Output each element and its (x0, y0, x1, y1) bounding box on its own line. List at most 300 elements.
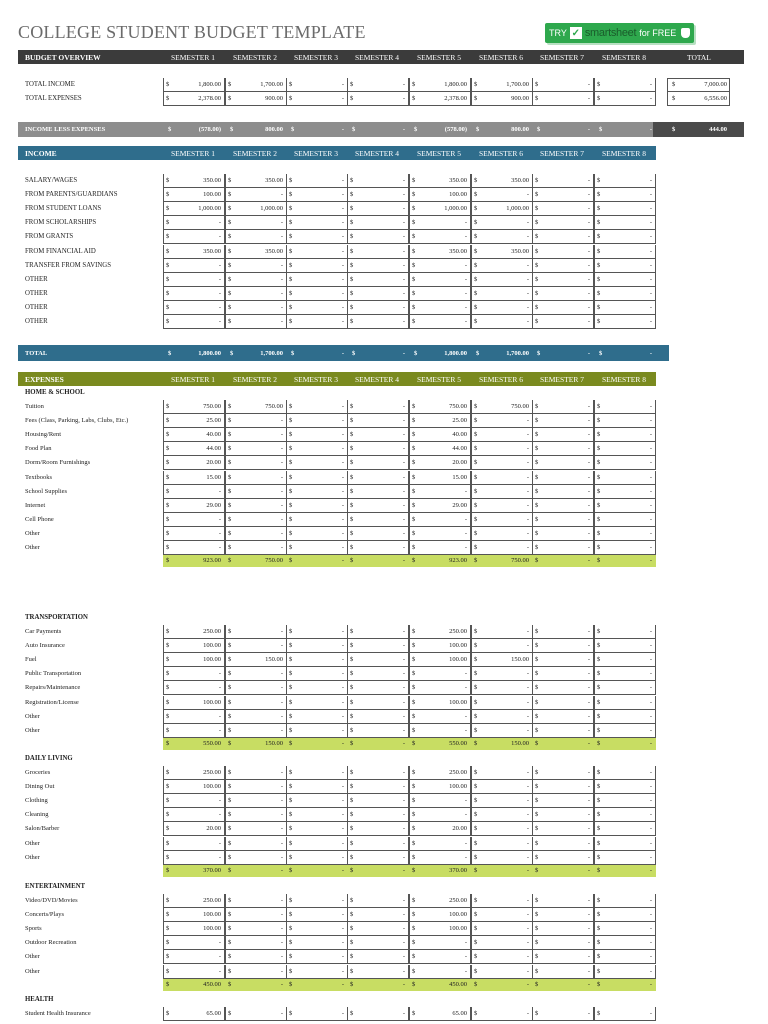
cell-value[interactable]: - (341, 261, 344, 269)
cell-value[interactable]: - (587, 726, 590, 734)
cell-value[interactable]: - (280, 783, 283, 791)
cell-value[interactable]: - (280, 628, 283, 635)
cell-value[interactable]: - (526, 684, 529, 692)
cell-value[interactable]: 750.00 (265, 403, 283, 410)
cell-value[interactable]: - (402, 261, 405, 269)
cell-value[interactable]: 15.00 (452, 473, 467, 481)
cell-value[interactable]: - (402, 925, 405, 933)
cell-value[interactable]: - (526, 289, 529, 297)
cell-value[interactable]: 250.00 (449, 897, 467, 904)
cell-value[interactable]: - (280, 811, 283, 819)
cell-value[interactable]: - (280, 261, 283, 269)
cell-value[interactable]: 40.00 (206, 431, 221, 439)
cell-value[interactable]: 750.00 (449, 403, 467, 410)
cell-value[interactable]: - (218, 797, 221, 805)
cell-value[interactable]: - (526, 219, 529, 227)
cell-value[interactable]: - (464, 670, 467, 678)
cell-value[interactable]: - (526, 825, 529, 833)
cell-value[interactable]: - (464, 853, 467, 861)
cell-value[interactable]: - (649, 515, 652, 523)
cell-value[interactable]: - (649, 1010, 652, 1017)
cell-value[interactable]: - (526, 261, 529, 269)
cell-value[interactable]: - (280, 487, 283, 495)
cell-value[interactable]: - (464, 939, 467, 947)
cell-value[interactable]: - (464, 515, 467, 523)
cell-value[interactable]: - (341, 459, 344, 467)
cell-value[interactable]: 100.00 (203, 925, 221, 933)
cell-value[interactable]: - (341, 698, 344, 706)
cell-value[interactable]: 100.00 (449, 911, 467, 919)
cell-value[interactable]: - (587, 403, 590, 410)
cell-value[interactable]: - (341, 769, 344, 776)
cell-value[interactable]: - (280, 529, 283, 537)
cell-value[interactable]: - (649, 839, 652, 847)
cell-value[interactable]: - (649, 445, 652, 453)
cell-value[interactable]: - (341, 825, 344, 833)
cell-value[interactable]: - (341, 797, 344, 805)
cell-value[interactable]: - (218, 670, 221, 678)
cell-value[interactable]: - (402, 939, 405, 947)
cell-value[interactable]: - (587, 769, 590, 776)
cell-value[interactable]: - (402, 445, 405, 453)
cell-value[interactable]: - (341, 544, 344, 551)
cell-value[interactable]: - (402, 811, 405, 819)
cell-value[interactable]: - (649, 712, 652, 720)
cell-value[interactable]: - (402, 712, 405, 720)
cell-value[interactable]: - (218, 712, 221, 720)
cell-value[interactable]: - (218, 544, 221, 551)
cell-value[interactable]: - (464, 303, 467, 311)
cell-value[interactable]: - (341, 726, 344, 734)
cell-value[interactable]: 29.00 (452, 501, 467, 509)
cell-value[interactable]: - (402, 459, 405, 467)
cell-value[interactable]: - (402, 247, 405, 255)
cell-value[interactable]: - (402, 642, 405, 650)
cell-value[interactable]: - (341, 219, 344, 227)
cell-value[interactable]: - (280, 459, 283, 467)
cell-value[interactable]: 100.00 (203, 783, 221, 791)
cell-value[interactable]: - (649, 670, 652, 678)
cell-value[interactable]: 250.00 (203, 769, 221, 776)
cell-value[interactable]: - (464, 811, 467, 819)
cell-value[interactable]: - (341, 953, 344, 961)
cell-value[interactable]: - (402, 515, 405, 523)
cell-value[interactable]: - (280, 684, 283, 692)
cell-value[interactable]: 100.00 (449, 783, 467, 791)
cell-value[interactable]: - (402, 967, 405, 975)
cell-value[interactable]: - (280, 825, 283, 833)
cell-value[interactable]: - (280, 670, 283, 678)
cell-value[interactable]: - (526, 726, 529, 734)
cell-value[interactable]: 1,700.00 (260, 81, 283, 88)
cell-value[interactable]: - (218, 529, 221, 537)
cell-value[interactable]: - (341, 501, 344, 509)
cell-value[interactable]: - (649, 726, 652, 734)
try-smartsheet-button[interactable] (545, 23, 694, 43)
cell-value[interactable]: 20.00 (452, 825, 467, 833)
cell-value[interactable]: 1,000.00 (260, 205, 283, 213)
cell-value[interactable]: - (402, 953, 405, 961)
cell-value[interactable]: - (402, 911, 405, 919)
cell-value[interactable]: 350.00 (449, 247, 467, 255)
cell-value[interactable]: - (218, 967, 221, 975)
cell-value[interactable]: - (402, 769, 405, 776)
cell-value[interactable]: - (341, 318, 344, 325)
cell-value[interactable]: - (402, 670, 405, 678)
cell-value[interactable]: - (341, 445, 344, 453)
cell-value[interactable]: 1,800.00 (444, 81, 467, 88)
cell-value[interactable]: - (402, 487, 405, 495)
cell-value[interactable]: - (341, 205, 344, 213)
cell-value[interactable]: - (587, 939, 590, 947)
cell-value[interactable]: - (402, 656, 405, 664)
cell-value[interactable]: - (649, 459, 652, 467)
cell-value[interactable]: - (649, 275, 652, 283)
cell-value[interactable]: 100.00 (203, 698, 221, 706)
cell-value[interactable]: - (280, 191, 283, 199)
cell-value[interactable]: - (341, 247, 344, 255)
cell-value[interactable]: - (587, 1010, 590, 1017)
cell-value[interactable]: - (587, 177, 590, 184)
cell-value[interactable]: 65.00 (452, 1010, 467, 1017)
cell-value[interactable]: - (649, 247, 652, 255)
cell-value[interactable]: - (402, 1010, 405, 1017)
cell-value[interactable]: - (649, 403, 652, 410)
cell-value[interactable]: 350.00 (265, 177, 283, 184)
cell-value[interactable]: 900.00 (265, 95, 283, 103)
cell-value[interactable]: - (280, 853, 283, 861)
cell-value[interactable]: - (587, 797, 590, 805)
cell-value[interactable]: - (526, 911, 529, 919)
cell-value[interactable]: - (341, 967, 344, 975)
cell-value[interactable]: - (402, 289, 405, 297)
cell-value[interactable]: - (341, 925, 344, 933)
cell-value[interactable]: - (587, 191, 590, 199)
cell-value[interactable]: - (649, 911, 652, 919)
cell-value[interactable]: - (341, 939, 344, 947)
cell-value[interactable]: 40.00 (452, 431, 467, 439)
cell-value[interactable]: - (218, 839, 221, 847)
cell-value[interactable]: - (649, 177, 652, 184)
cell-value[interactable]: - (649, 417, 652, 425)
cell-value[interactable]: - (402, 897, 405, 904)
cell-value[interactable]: - (464, 289, 467, 297)
cell-value[interactable]: 750.00 (511, 403, 529, 410)
cell-value[interactable]: - (649, 261, 652, 269)
cell-value[interactable]: - (649, 897, 652, 904)
cell-value[interactable]: - (649, 529, 652, 537)
cell-value[interactable]: 20.00 (206, 459, 221, 467)
cell-value[interactable]: - (341, 81, 344, 88)
cell-value[interactable]: - (341, 670, 344, 678)
cell-value[interactable]: - (402, 417, 405, 425)
cell-value[interactable]: - (526, 925, 529, 933)
cell-value[interactable]: - (280, 544, 283, 551)
cell-value[interactable]: 350.00 (203, 247, 221, 255)
cell-value[interactable]: - (341, 191, 344, 199)
cell-value[interactable]: - (341, 473, 344, 481)
cell-value[interactable]: - (341, 642, 344, 650)
cell-value[interactable]: 350.00 (203, 177, 221, 184)
cell-value[interactable]: - (280, 417, 283, 425)
cell-value[interactable]: 25.00 (206, 417, 221, 425)
cell-value[interactable]: - (280, 318, 283, 325)
cell-value[interactable]: - (526, 487, 529, 495)
cell-value[interactable]: - (587, 897, 590, 904)
cell-value[interactable]: - (280, 726, 283, 734)
cell-value[interactable]: - (402, 544, 405, 551)
cell-value[interactable]: - (280, 1010, 283, 1017)
cell-value[interactable]: - (526, 191, 529, 199)
cell-value[interactable]: - (280, 642, 283, 650)
cell-value[interactable]: - (587, 473, 590, 481)
cell-value[interactable]: - (280, 897, 283, 904)
cell-value[interactable]: - (464, 529, 467, 537)
cell-value[interactable]: - (402, 726, 405, 734)
cell-value[interactable]: 100.00 (449, 656, 467, 664)
cell-value[interactable]: - (587, 529, 590, 537)
cell-value[interactable]: - (587, 698, 590, 706)
cell-value[interactable]: - (218, 233, 221, 241)
cell-value[interactable]: - (526, 275, 529, 283)
cell-value[interactable]: - (402, 853, 405, 861)
cell-value[interactable]: - (218, 953, 221, 961)
cell-value[interactable]: - (402, 431, 405, 439)
cell-value[interactable]: - (280, 698, 283, 706)
cell-value[interactable]: - (649, 95, 652, 103)
cell-value[interactable]: - (218, 853, 221, 861)
cell-value[interactable]: - (587, 967, 590, 975)
cell-value[interactable]: - (649, 473, 652, 481)
cell-value[interactable]: - (402, 797, 405, 805)
cell-value[interactable]: - (587, 839, 590, 847)
cell-value[interactable]: - (341, 289, 344, 297)
cell-value[interactable]: - (587, 318, 590, 325)
cell-value[interactable]: - (587, 925, 590, 933)
cell-value[interactable]: - (526, 628, 529, 635)
cell-value[interactable]: 1,000.00 (198, 205, 221, 213)
cell-value[interactable]: 100.00 (203, 191, 221, 199)
cell-value[interactable]: - (402, 501, 405, 509)
cell-value[interactable]: - (649, 81, 652, 88)
cell-value[interactable]: 2,378.00 (198, 95, 221, 103)
cell-value[interactable]: - (402, 275, 405, 283)
cell-value[interactable]: - (587, 303, 590, 311)
cell-value[interactable]: - (587, 953, 590, 961)
cell-value[interactable]: - (402, 473, 405, 481)
cell-value[interactable]: 900.00 (511, 95, 529, 103)
cell-value[interactable]: - (526, 769, 529, 776)
cell-value[interactable]: - (280, 431, 283, 439)
cell-value[interactable]: - (587, 656, 590, 664)
cell-value[interactable]: 350.00 (511, 247, 529, 255)
cell-value[interactable]: - (464, 261, 467, 269)
cell-value[interactable]: - (587, 544, 590, 551)
cell-value[interactable]: - (464, 712, 467, 720)
cell-value[interactable]: 150.00 (511, 656, 529, 664)
cell-value[interactable]: - (218, 261, 221, 269)
cell-value[interactable]: - (526, 233, 529, 241)
cell-value[interactable]: - (526, 897, 529, 904)
cell-value[interactable]: - (526, 642, 529, 650)
cell-value[interactable]: - (464, 219, 467, 227)
cell-value[interactable]: - (402, 303, 405, 311)
cell-value[interactable]: - (341, 853, 344, 861)
cell-value[interactable]: - (402, 177, 405, 184)
cell-value[interactable]: - (341, 1010, 344, 1017)
cell-value[interactable]: 100.00 (449, 642, 467, 650)
cell-value[interactable]: - (587, 670, 590, 678)
cell-value[interactable]: - (526, 515, 529, 523)
cell-value[interactable]: - (218, 726, 221, 734)
cell-value[interactable]: - (649, 656, 652, 664)
cell-value[interactable]: - (587, 219, 590, 227)
cell-value[interactable]: - (218, 318, 221, 325)
cell-value[interactable]: - (464, 275, 467, 283)
cell-value[interactable]: - (526, 712, 529, 720)
cell-value[interactable]: - (587, 417, 590, 425)
cell-value[interactable]: - (341, 783, 344, 791)
cell-value[interactable]: - (402, 529, 405, 537)
cell-value[interactable]: 25.00 (452, 417, 467, 425)
cell-value[interactable]: 44.00 (452, 445, 467, 453)
cell-value[interactable]: - (587, 911, 590, 919)
cell-value[interactable]: - (526, 544, 529, 551)
cell-value[interactable]: - (526, 1010, 529, 1017)
cell-value[interactable]: - (587, 515, 590, 523)
cell-value[interactable]: 2,378.00 (444, 95, 467, 103)
cell-value[interactable]: - (341, 712, 344, 720)
cell-value[interactable]: - (280, 233, 283, 241)
cell-value[interactable]: - (526, 811, 529, 819)
cell-value[interactable]: - (587, 445, 590, 453)
cell-value[interactable]: - (218, 289, 221, 297)
cell-value[interactable]: - (402, 233, 405, 241)
cell-value[interactable]: - (649, 501, 652, 509)
cell-value[interactable]: - (341, 95, 344, 103)
cell-value[interactable]: 100.00 (449, 698, 467, 706)
cell-value[interactable]: - (341, 233, 344, 241)
cell-value[interactable]: - (587, 81, 590, 88)
cell-value[interactable]: - (649, 233, 652, 241)
cell-value[interactable]: - (587, 275, 590, 283)
cell-value[interactable]: - (649, 431, 652, 439)
cell-value[interactable]: - (649, 783, 652, 791)
cell-value[interactable]: - (587, 853, 590, 861)
cell-value[interactable]: - (402, 783, 405, 791)
cell-value[interactable]: - (587, 811, 590, 819)
cell-value[interactable]: - (526, 417, 529, 425)
cell-value[interactable]: - (280, 303, 283, 311)
cell-value[interactable]: - (649, 939, 652, 947)
cell-value[interactable]: - (526, 431, 529, 439)
cell-value[interactable]: - (526, 303, 529, 311)
cell-value[interactable]: - (526, 501, 529, 509)
cell-value[interactable]: - (464, 726, 467, 734)
cell-value[interactable]: 20.00 (206, 825, 221, 833)
cell-value[interactable]: - (649, 684, 652, 692)
cell-value[interactable]: - (526, 853, 529, 861)
cell-value[interactable]: - (464, 967, 467, 975)
cell-value[interactable]: - (341, 417, 344, 425)
cell-value[interactable]: - (402, 839, 405, 847)
cell-value[interactable]: - (341, 431, 344, 439)
cell-value[interactable]: - (218, 275, 221, 283)
cell-value[interactable]: 350.00 (449, 177, 467, 184)
cell-value[interactable]: - (649, 853, 652, 861)
cell-value[interactable]: - (218, 684, 221, 692)
cell-value[interactable]: - (402, 205, 405, 213)
cell-value[interactable]: - (649, 769, 652, 776)
cell-value[interactable]: - (587, 289, 590, 297)
cell-value[interactable]: - (402, 684, 405, 692)
cell-value[interactable]: - (526, 939, 529, 947)
cell-value[interactable]: - (280, 515, 283, 523)
cell-value[interactable]: - (649, 191, 652, 199)
cell-value[interactable]: - (341, 684, 344, 692)
cell-value[interactable]: - (402, 628, 405, 635)
cell-value[interactable]: 250.00 (203, 628, 221, 635)
cell-value[interactable]: 250.00 (449, 628, 467, 635)
cell-value[interactable]: - (218, 219, 221, 227)
cell-value[interactable]: - (587, 233, 590, 241)
cell-value[interactable]: - (526, 670, 529, 678)
cell-value[interactable]: - (280, 501, 283, 509)
cell-value[interactable]: - (649, 953, 652, 961)
cell-value[interactable]: - (341, 487, 344, 495)
cell-value[interactable]: - (280, 473, 283, 481)
cell-value[interactable]: - (526, 318, 529, 325)
cell-value[interactable]: - (464, 318, 467, 325)
cell-value[interactable]: - (587, 501, 590, 509)
cell-value[interactable]: 29.00 (206, 501, 221, 509)
cell-value[interactable]: - (402, 318, 405, 325)
cell-value[interactable]: - (464, 233, 467, 241)
cell-value[interactable]: - (587, 684, 590, 692)
cell-value[interactable]: - (341, 897, 344, 904)
cell-value[interactable]: - (218, 303, 221, 311)
cell-value[interactable]: - (341, 656, 344, 664)
cell-value[interactable]: 15.00 (206, 473, 221, 481)
cell-value[interactable]: 250.00 (449, 769, 467, 776)
cell-value[interactable]: 250.00 (203, 897, 221, 904)
cell-value[interactable]: - (649, 825, 652, 833)
cell-value[interactable]: - (587, 431, 590, 439)
cell-value[interactable]: - (280, 953, 283, 961)
cell-value[interactable]: - (464, 953, 467, 961)
cell-value[interactable]: - (341, 811, 344, 819)
cell-value[interactable]: - (341, 839, 344, 847)
cell-value[interactable]: - (341, 529, 344, 537)
cell-value[interactable]: - (280, 839, 283, 847)
cell-value[interactable]: - (649, 797, 652, 805)
cell-value[interactable]: - (649, 487, 652, 495)
cell-value[interactable]: 1,000.00 (444, 205, 467, 213)
cell-value[interactable]: 150.00 (265, 656, 283, 664)
cell-value[interactable]: - (649, 205, 652, 213)
cell-value[interactable]: - (464, 839, 467, 847)
cell-value[interactable]: - (464, 487, 467, 495)
cell-value[interactable]: - (280, 219, 283, 227)
cell-value[interactable]: - (526, 473, 529, 481)
cell-value[interactable]: 350.00 (511, 177, 529, 184)
cell-value[interactable]: 65.00 (206, 1010, 221, 1017)
cell-value[interactable]: - (526, 839, 529, 847)
cell-value[interactable]: - (587, 712, 590, 720)
cell-value[interactable]: - (402, 698, 405, 706)
cell-value[interactable]: - (649, 925, 652, 933)
cell-value[interactable]: - (280, 925, 283, 933)
